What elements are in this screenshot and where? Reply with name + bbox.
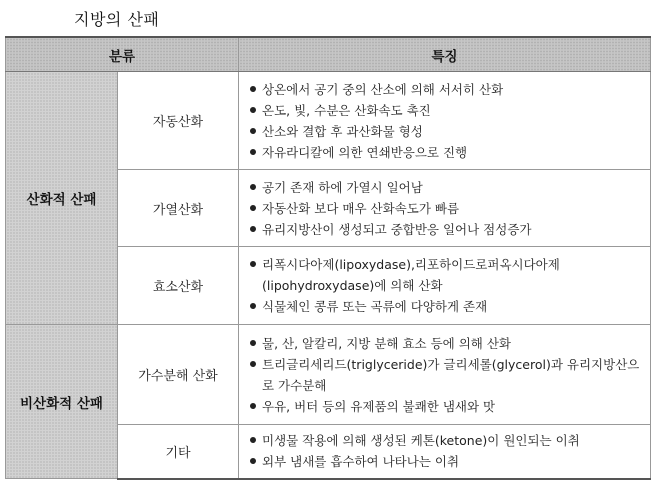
table-header-row (6, 37, 651, 72)
table-row (6, 325, 651, 425)
type-enzymatic-oxidation: 효소산화 (118, 247, 239, 325)
type-hydrolysis: 가수분해 산화 (118, 325, 239, 425)
feature-item: 식물체인 콩류 또는 곡류에 다양하게 존재 (249, 296, 644, 317)
features-cell (239, 325, 651, 425)
feature-item: 트리글리세리드(triglyceride)가 글리세롤(glycerol)과 유리지방산으로 가수분해 (249, 354, 644, 396)
group-non-oxidative: 비산화적 산패 (6, 325, 118, 479)
features-cell (239, 247, 651, 325)
table-row (6, 72, 651, 170)
type-other: 기타 (118, 425, 239, 479)
features-cell (239, 170, 651, 247)
feature-item: 물, 산, 알칼리, 지방 분해 효소 등에 의해 산화 (249, 333, 644, 354)
page-title: 지방의 산패 (74, 10, 160, 29)
type-autoxidation: 자동산화 (118, 72, 239, 170)
feature-item: 자동산화 보다 매우 산화속도가 빠름 (249, 198, 644, 219)
feature-item: 온도, 빛, 수분은 산화속도 촉진 (249, 100, 644, 121)
features-cell (239, 425, 651, 479)
feature-item: 미생물 작용에 의해 생성된 케톤(ketone)이 원인되는 이취 (249, 430, 644, 451)
feature-item: 산소와 결합 후 과산화물 형성 (249, 121, 644, 142)
feature-item: 상온에서 공기 중의 산소에 의해 서서히 산화 (249, 79, 644, 100)
group-oxidative: 산화적 산패 (6, 72, 118, 325)
feature-item: 유리지방산이 생성되고 중합반응 일어나 점성증가 (249, 219, 644, 240)
header-features: 특징 (239, 37, 651, 72)
rancidity-table (5, 36, 651, 480)
features-cell (239, 72, 651, 170)
feature-item: 우유, 버터 등의 유제품의 불쾌한 냄새와 맛 (249, 396, 644, 417)
feature-item: 리폭시다아제(lipoxydase),리포하이드로퍼옥시다아제(lipohydroxydase)에 의해 산화 (249, 254, 644, 296)
feature-item: 공기 존재 하에 가열시 일어남 (249, 177, 644, 198)
feature-item: 외부 냄새를 흡수하여 나타나는 이취 (249, 451, 644, 472)
type-thermal-oxidation: 가열산화 (118, 170, 239, 247)
feature-item: 자유라디칼에 의한 연쇄반응으로 진행 (249, 142, 644, 163)
header-category: 분류 (6, 37, 239, 72)
